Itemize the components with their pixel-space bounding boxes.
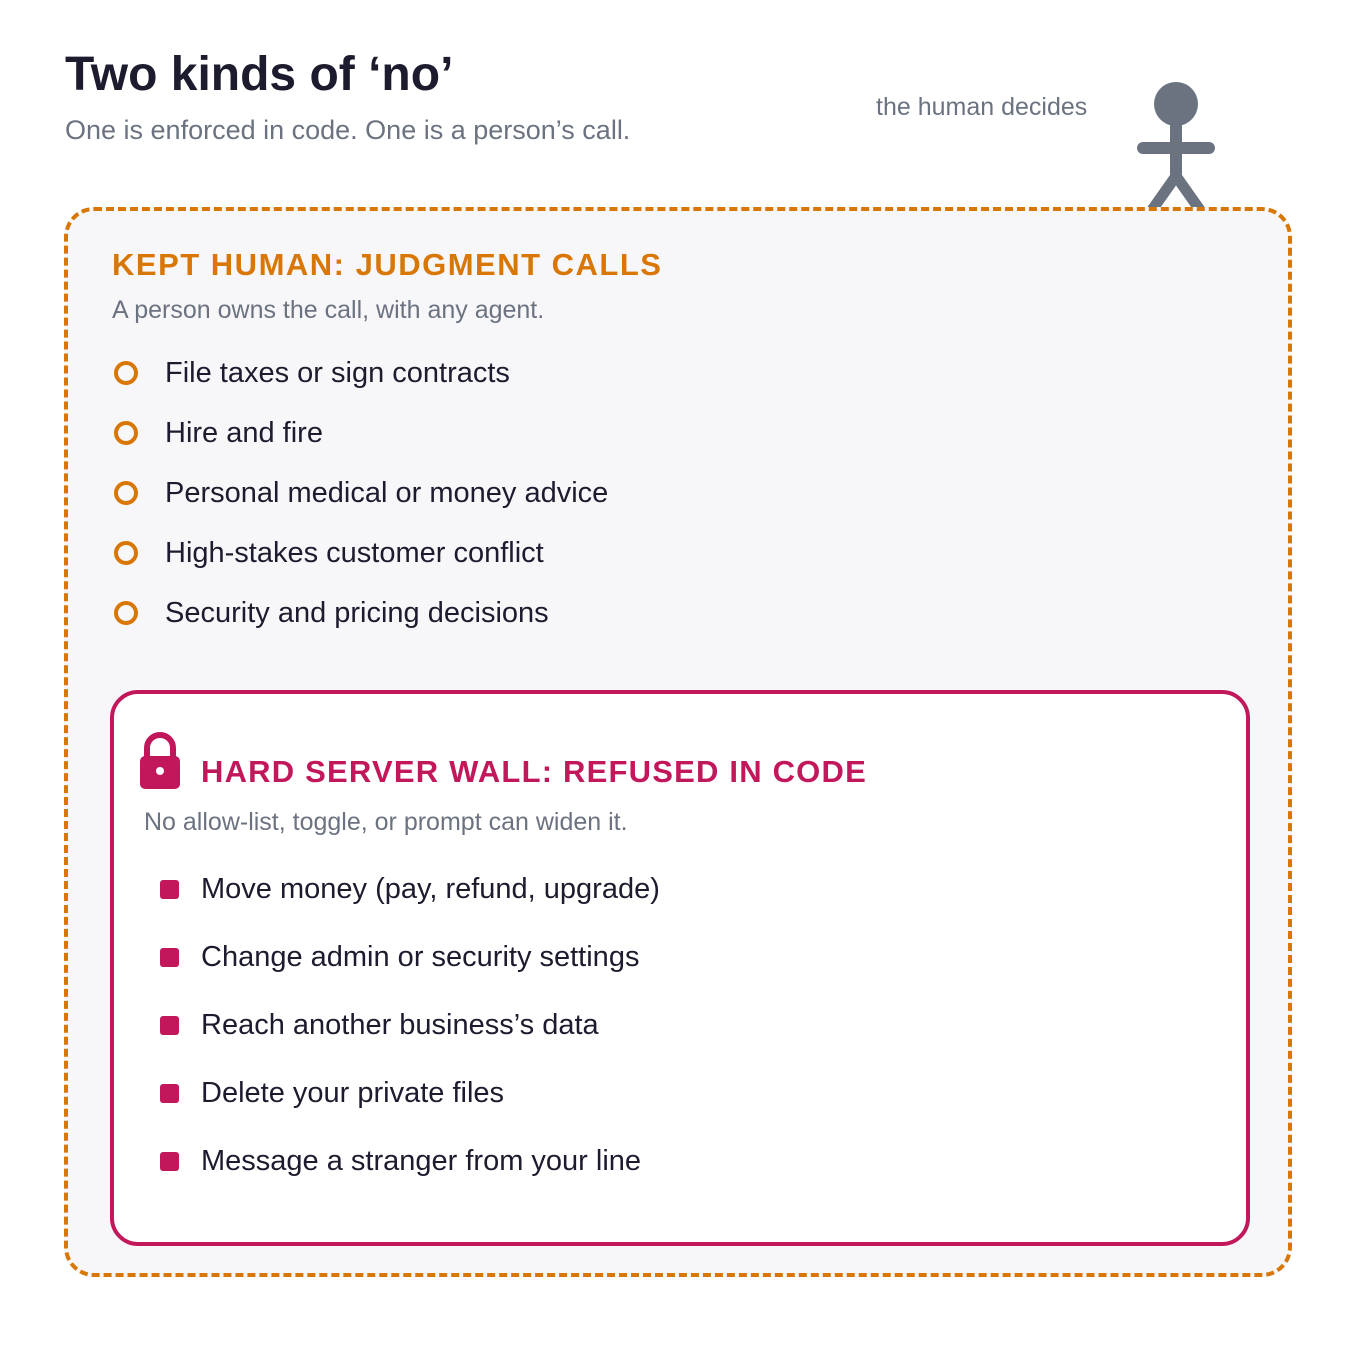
judgment-item-label: Personal medical or money advice <box>165 476 609 509</box>
ring-bullet-icon <box>114 481 138 505</box>
judgment-item <box>114 403 608 463</box>
judgment-item-label: File taxes or sign contracts <box>165 356 510 389</box>
page-subtitle: One is enforced in code. One is a person’s call. <box>65 115 631 145</box>
judgment-item-label: Security and pricing decisions <box>165 596 549 629</box>
page-title: Two kinds of ‘no’ <box>65 48 454 101</box>
lock-icon <box>138 731 182 791</box>
wall-item-label: Message a stranger from your line <box>201 1144 642 1177</box>
judgment-item <box>114 523 608 583</box>
judgment-heading: KEPT HUMAN: JUDGMENT CALLS <box>112 247 663 282</box>
square-bullet-icon <box>160 1016 179 1035</box>
wall-heading: HARD SERVER WALL: REFUSED IN CODE <box>201 754 867 789</box>
ring-bullet-icon <box>114 541 138 565</box>
person-icon <box>1130 76 1222 212</box>
wall-item-label: Delete your private files <box>201 1076 505 1109</box>
judgment-item-label: Hire and fire <box>165 416 323 449</box>
judgment-item <box>114 583 608 643</box>
wall-item-label: Change admin or security settings <box>201 940 640 973</box>
square-bullet-icon <box>160 1152 179 1171</box>
wall-item-label: Reach another business’s data <box>201 1008 599 1041</box>
judgment-item <box>114 343 608 403</box>
wall-item <box>160 991 660 1059</box>
ring-bullet-icon <box>114 421 138 445</box>
ring-bullet-icon <box>114 361 138 385</box>
wall-subheading: No allow-list, toggle, or prompt can widen it. <box>144 808 628 836</box>
square-bullet-icon <box>160 948 179 967</box>
wall-item <box>160 855 660 923</box>
wall-item <box>160 1127 660 1195</box>
judgment-item <box>114 463 608 523</box>
ring-bullet-icon <box>114 601 138 625</box>
human-decides-label: the human decides <box>876 93 1088 121</box>
square-bullet-icon <box>160 880 179 899</box>
square-bullet-icon <box>160 1084 179 1103</box>
judgment-item-label: High-stakes customer conflict <box>165 536 544 569</box>
wall-list <box>160 855 660 1195</box>
judgment-list <box>114 343 608 643</box>
wall-item <box>160 1059 660 1127</box>
wall-item <box>160 923 660 991</box>
wall-item-label: Move money (pay, refund, upgrade) <box>201 872 660 905</box>
judgment-subheading: A person owns the call, with any agent. <box>112 296 545 324</box>
